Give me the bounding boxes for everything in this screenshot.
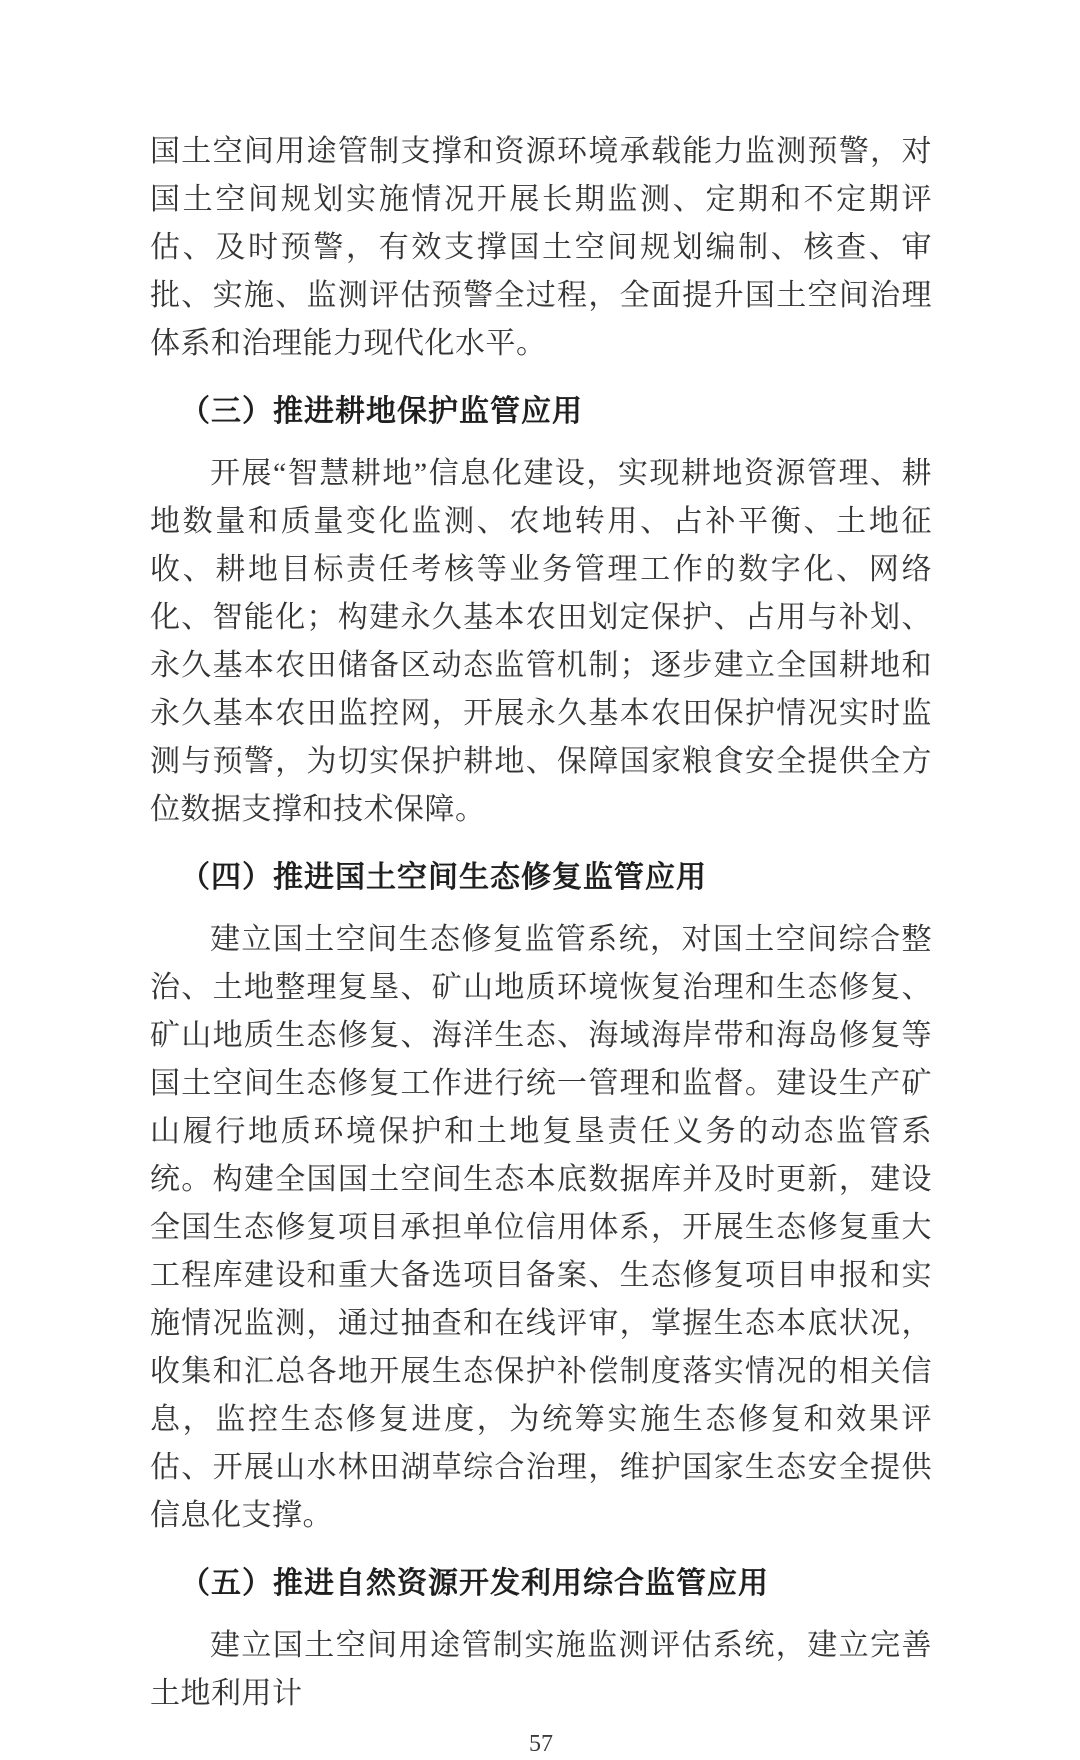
paragraph-continuation: 国土空间用途管制支撑和资源环境承载能力监测预警，对国土空间规划实施情况开展长期监测、定期和不定期评估、及时预警，有效支撑国土空间规划编制、核查、审批、实施、监测评估预警全过程，全面提升国土空间治理体系和治理能力现代化水平。 — [150, 135, 932, 360]
section-heading-5: （五）推进自然资源开发利用综合监管应用 — [180, 1567, 769, 1600]
section-heading-3: （三）推进耕地保护监管应用 — [180, 395, 583, 428]
page-number: 57 — [529, 1731, 553, 1757]
paragraph-section-4: 建立国土空间生态修复监管系统，对国土空间综合整治、土地整理复垦、矿山地质环境恢复治理和生态修复、矿山地质生态修复、海洋生态、海域海岸带和海岛修复等国土空间生态修复工作进行统一管理和监督。建设生产矿山履行地质环境保护和土地复垦责任义务的动态监管系统。构建全国国土空间生态本底数据库并及时更新，建设全国生态修复项目承担单位信用体系，开展生态修复重大工程库建设和重大备选项目备案、生态修复项目申报和实施情况监测，通过抽查和在线评审，掌握生态本底状况，收集和汇总各地开展生态保护补偿制度落实情况的相关信息，监控生态修复进度，为统筹实施生态修复和效果评估、开展山水林田湖草综合治理，维护国家生态安全提供信息化支撑。 — [150, 923, 932, 1532]
section-heading-4: （四）推进国土空间生态修复监管应用 — [180, 861, 707, 894]
paragraph-section-5: 建立国土空间用途管制实施监测评估系统，建立完善土地利用计 — [150, 1629, 932, 1710]
paragraph-section-3: 开展“智慧耕地”信息化建设，实现耕地资源管理、耕地数量和质量变化监测、农地转用、占补平衡、土地征收、耕地目标责任考核等业务管理工作的数字化、网络化、智能化；构建永久基本农田划定保护、占用与补划、永久基本农田储备区动态监管机制；逐步建立全国耕地和永久基本农田监控网，开展永久基本农田保护情况实时监测与预警，为切实保护耕地、保障国家粮食安全提供全方位数据支撑和技术保障。 — [150, 457, 932, 826]
